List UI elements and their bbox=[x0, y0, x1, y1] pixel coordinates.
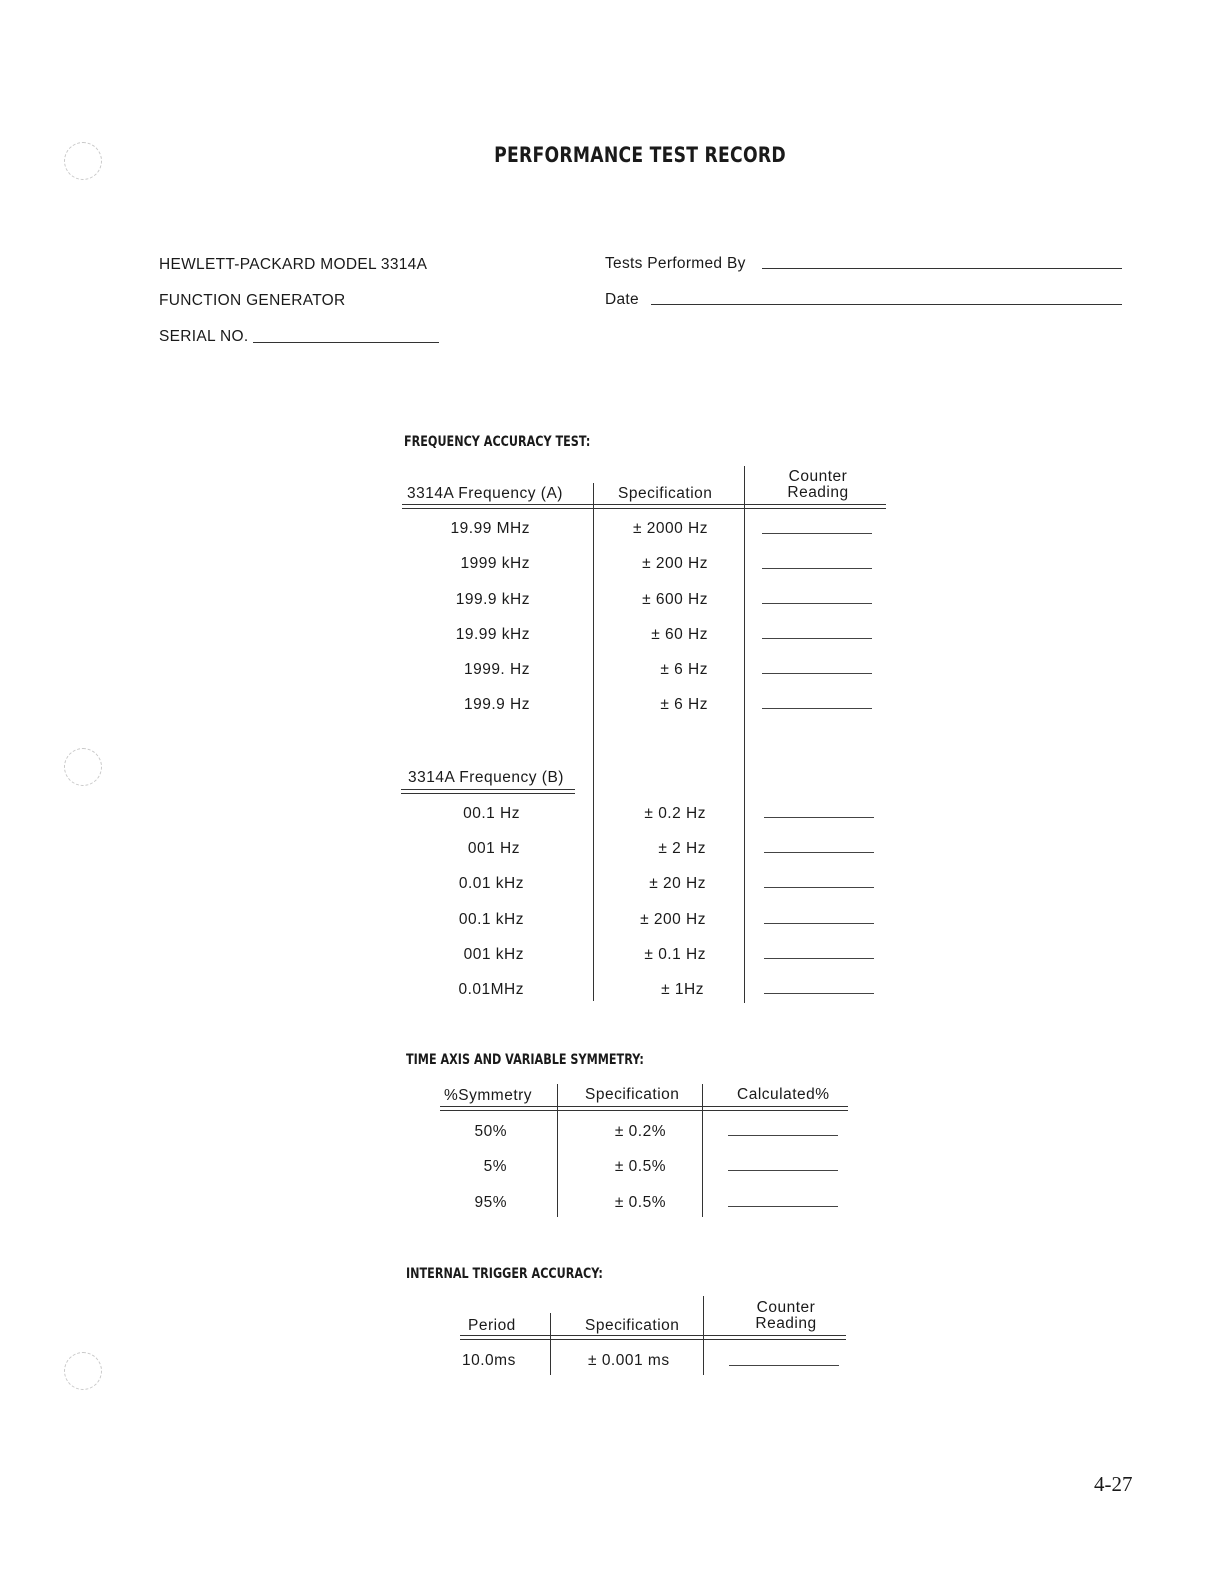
serial-label: SERIAL NO. bbox=[159, 328, 249, 345]
spec-b-row-4: ± 200 Hz bbox=[640, 911, 706, 928]
col-specification: Specification bbox=[618, 485, 713, 502]
spec-b-row-6: ± 1Hz bbox=[661, 981, 704, 998]
counter-b-row-3[interactable] bbox=[764, 887, 874, 888]
tests-performed-by-field[interactable] bbox=[762, 268, 1122, 269]
counter-b-row-2[interactable] bbox=[764, 852, 874, 853]
symmetry-test-heading: TIME AXIS AND VARIABLE SYMMETRY: bbox=[406, 1052, 644, 1068]
page-number: 4-27 bbox=[1094, 1472, 1133, 1496]
counter-b-row-6[interactable] bbox=[764, 993, 874, 994]
binder-hole-top bbox=[64, 142, 102, 180]
freq-b-row-4: 00.1 kHz bbox=[458, 911, 524, 928]
sym-spec-row-1: ± 0.2% bbox=[614, 1123, 666, 1140]
symmetry-header-rule bbox=[440, 1106, 848, 1111]
col-trigger-specification: Specification bbox=[585, 1317, 680, 1334]
spec-a-row-4: ± 60 Hz bbox=[651, 626, 708, 643]
trigger-counter-row-1[interactable] bbox=[729, 1365, 839, 1366]
sym-divider-left bbox=[557, 1084, 558, 1217]
page-title: PERFORMANCE TEST RECORD bbox=[494, 143, 786, 167]
col-trigger-counter-line1: Counter bbox=[756, 1299, 816, 1316]
spec-a-row-2: ± 200 Hz bbox=[642, 555, 708, 572]
calculated-row-3[interactable] bbox=[728, 1206, 838, 1207]
spec-b-row-5: ± 0.1 Hz bbox=[644, 946, 706, 963]
spec-b-row-3: ± 20 Hz bbox=[649, 875, 706, 892]
col-trigger-counter-line2: Reading bbox=[755, 1315, 817, 1332]
counter-a-row-1[interactable] bbox=[762, 533, 872, 534]
trigger-test-heading: INTERNAL TRIGGER ACCURACY: bbox=[406, 1266, 603, 1282]
col-symmetry: %Symmetry bbox=[444, 1087, 533, 1104]
counter-a-row-3[interactable] bbox=[762, 603, 872, 604]
serial-field[interactable] bbox=[253, 342, 439, 343]
freq-a-row-6: 199.9 Hz bbox=[463, 696, 530, 713]
spec-b-row-2: ± 2 Hz bbox=[658, 840, 706, 857]
freq-b-row-6: 0.01MHz bbox=[458, 981, 524, 998]
counter-a-row-6[interactable] bbox=[762, 708, 872, 709]
col-counter-reading bbox=[758, 469, 878, 501]
frequency-b-header-rule bbox=[401, 789, 575, 794]
trigger-divider-right bbox=[703, 1296, 704, 1375]
col-counter-line1: Counter bbox=[788, 468, 848, 485]
freq-a-row-5: 1999. Hz bbox=[463, 661, 530, 678]
calculated-row-2[interactable] bbox=[728, 1170, 838, 1171]
date-field[interactable] bbox=[651, 304, 1122, 305]
col-period: Period bbox=[468, 1317, 516, 1334]
col-counter-line2: Reading bbox=[787, 484, 849, 501]
trigger-header-rule bbox=[460, 1335, 846, 1340]
device-label: FUNCTION GENERATOR bbox=[159, 292, 346, 309]
trigger-spec-row-1: ± 0.001 ms bbox=[588, 1352, 670, 1369]
spec-a-row-6: ± 6 Hz bbox=[660, 696, 708, 713]
sym-divider-right bbox=[702, 1084, 703, 1217]
col-frequency-a: 3314A Frequency (A) bbox=[407, 485, 563, 502]
binder-hole-middle bbox=[64, 748, 102, 786]
freq-divider-right bbox=[744, 466, 745, 1003]
freq-b-row-3: 0.01 kHz bbox=[458, 875, 524, 892]
freq-b-row-2: 001 Hz bbox=[467, 840, 520, 857]
binder-hole-bottom bbox=[64, 1352, 102, 1390]
counter-a-row-4[interactable] bbox=[762, 638, 872, 639]
col-calculated: Calculated% bbox=[737, 1086, 830, 1103]
spec-a-row-3: ± 600 Hz bbox=[642, 591, 708, 608]
freq-a-row-1: 19.99 MHz bbox=[450, 520, 530, 537]
freq-b-row-1: 00.1 Hz bbox=[463, 805, 520, 822]
model-label: HEWLETT-PACKARD MODEL 3314A bbox=[159, 256, 428, 273]
spec-b-row-1: ± 0.2 Hz bbox=[644, 805, 706, 822]
freq-a-row-4: 19.99 kHz bbox=[455, 626, 530, 643]
spec-a-row-5: ± 6 Hz bbox=[660, 661, 708, 678]
trigger-divider-left bbox=[550, 1313, 551, 1375]
counter-b-row-4[interactable] bbox=[764, 923, 874, 924]
trigger-period-row-1: 10.0ms bbox=[462, 1352, 516, 1369]
freq-b-row-5: 001 kHz bbox=[463, 946, 524, 963]
sym-spec-row-2: ± 0.5% bbox=[614, 1158, 666, 1175]
frequency-header-rule bbox=[402, 504, 886, 509]
col-frequency-b: 3314A Frequency (B) bbox=[408, 769, 564, 786]
sym-row-3: 95% bbox=[474, 1194, 507, 1211]
tests-performed-by-label: Tests Performed By bbox=[605, 255, 746, 272]
date-label: Date bbox=[605, 291, 639, 308]
sym-row-1: 50% bbox=[474, 1123, 507, 1140]
sym-spec-row-3: ± 0.5% bbox=[614, 1194, 666, 1211]
counter-a-row-5[interactable] bbox=[762, 673, 872, 674]
freq-a-row-2: 1999 kHz bbox=[460, 555, 530, 572]
col-sym-specification: Specification bbox=[585, 1086, 680, 1103]
freq-a-row-3: 199.9 kHz bbox=[455, 591, 530, 608]
calculated-row-1[interactable] bbox=[728, 1135, 838, 1136]
col-trigger-counter-reading bbox=[726, 1300, 846, 1332]
sym-row-2: 5% bbox=[483, 1158, 507, 1175]
spec-a-row-1: ± 2000 Hz bbox=[632, 520, 708, 537]
counter-b-row-1[interactable] bbox=[764, 817, 874, 818]
counter-a-row-2[interactable] bbox=[762, 568, 872, 569]
counter-b-row-5[interactable] bbox=[764, 958, 874, 959]
frequency-test-heading: FREQUENCY ACCURACY TEST: bbox=[404, 434, 591, 450]
